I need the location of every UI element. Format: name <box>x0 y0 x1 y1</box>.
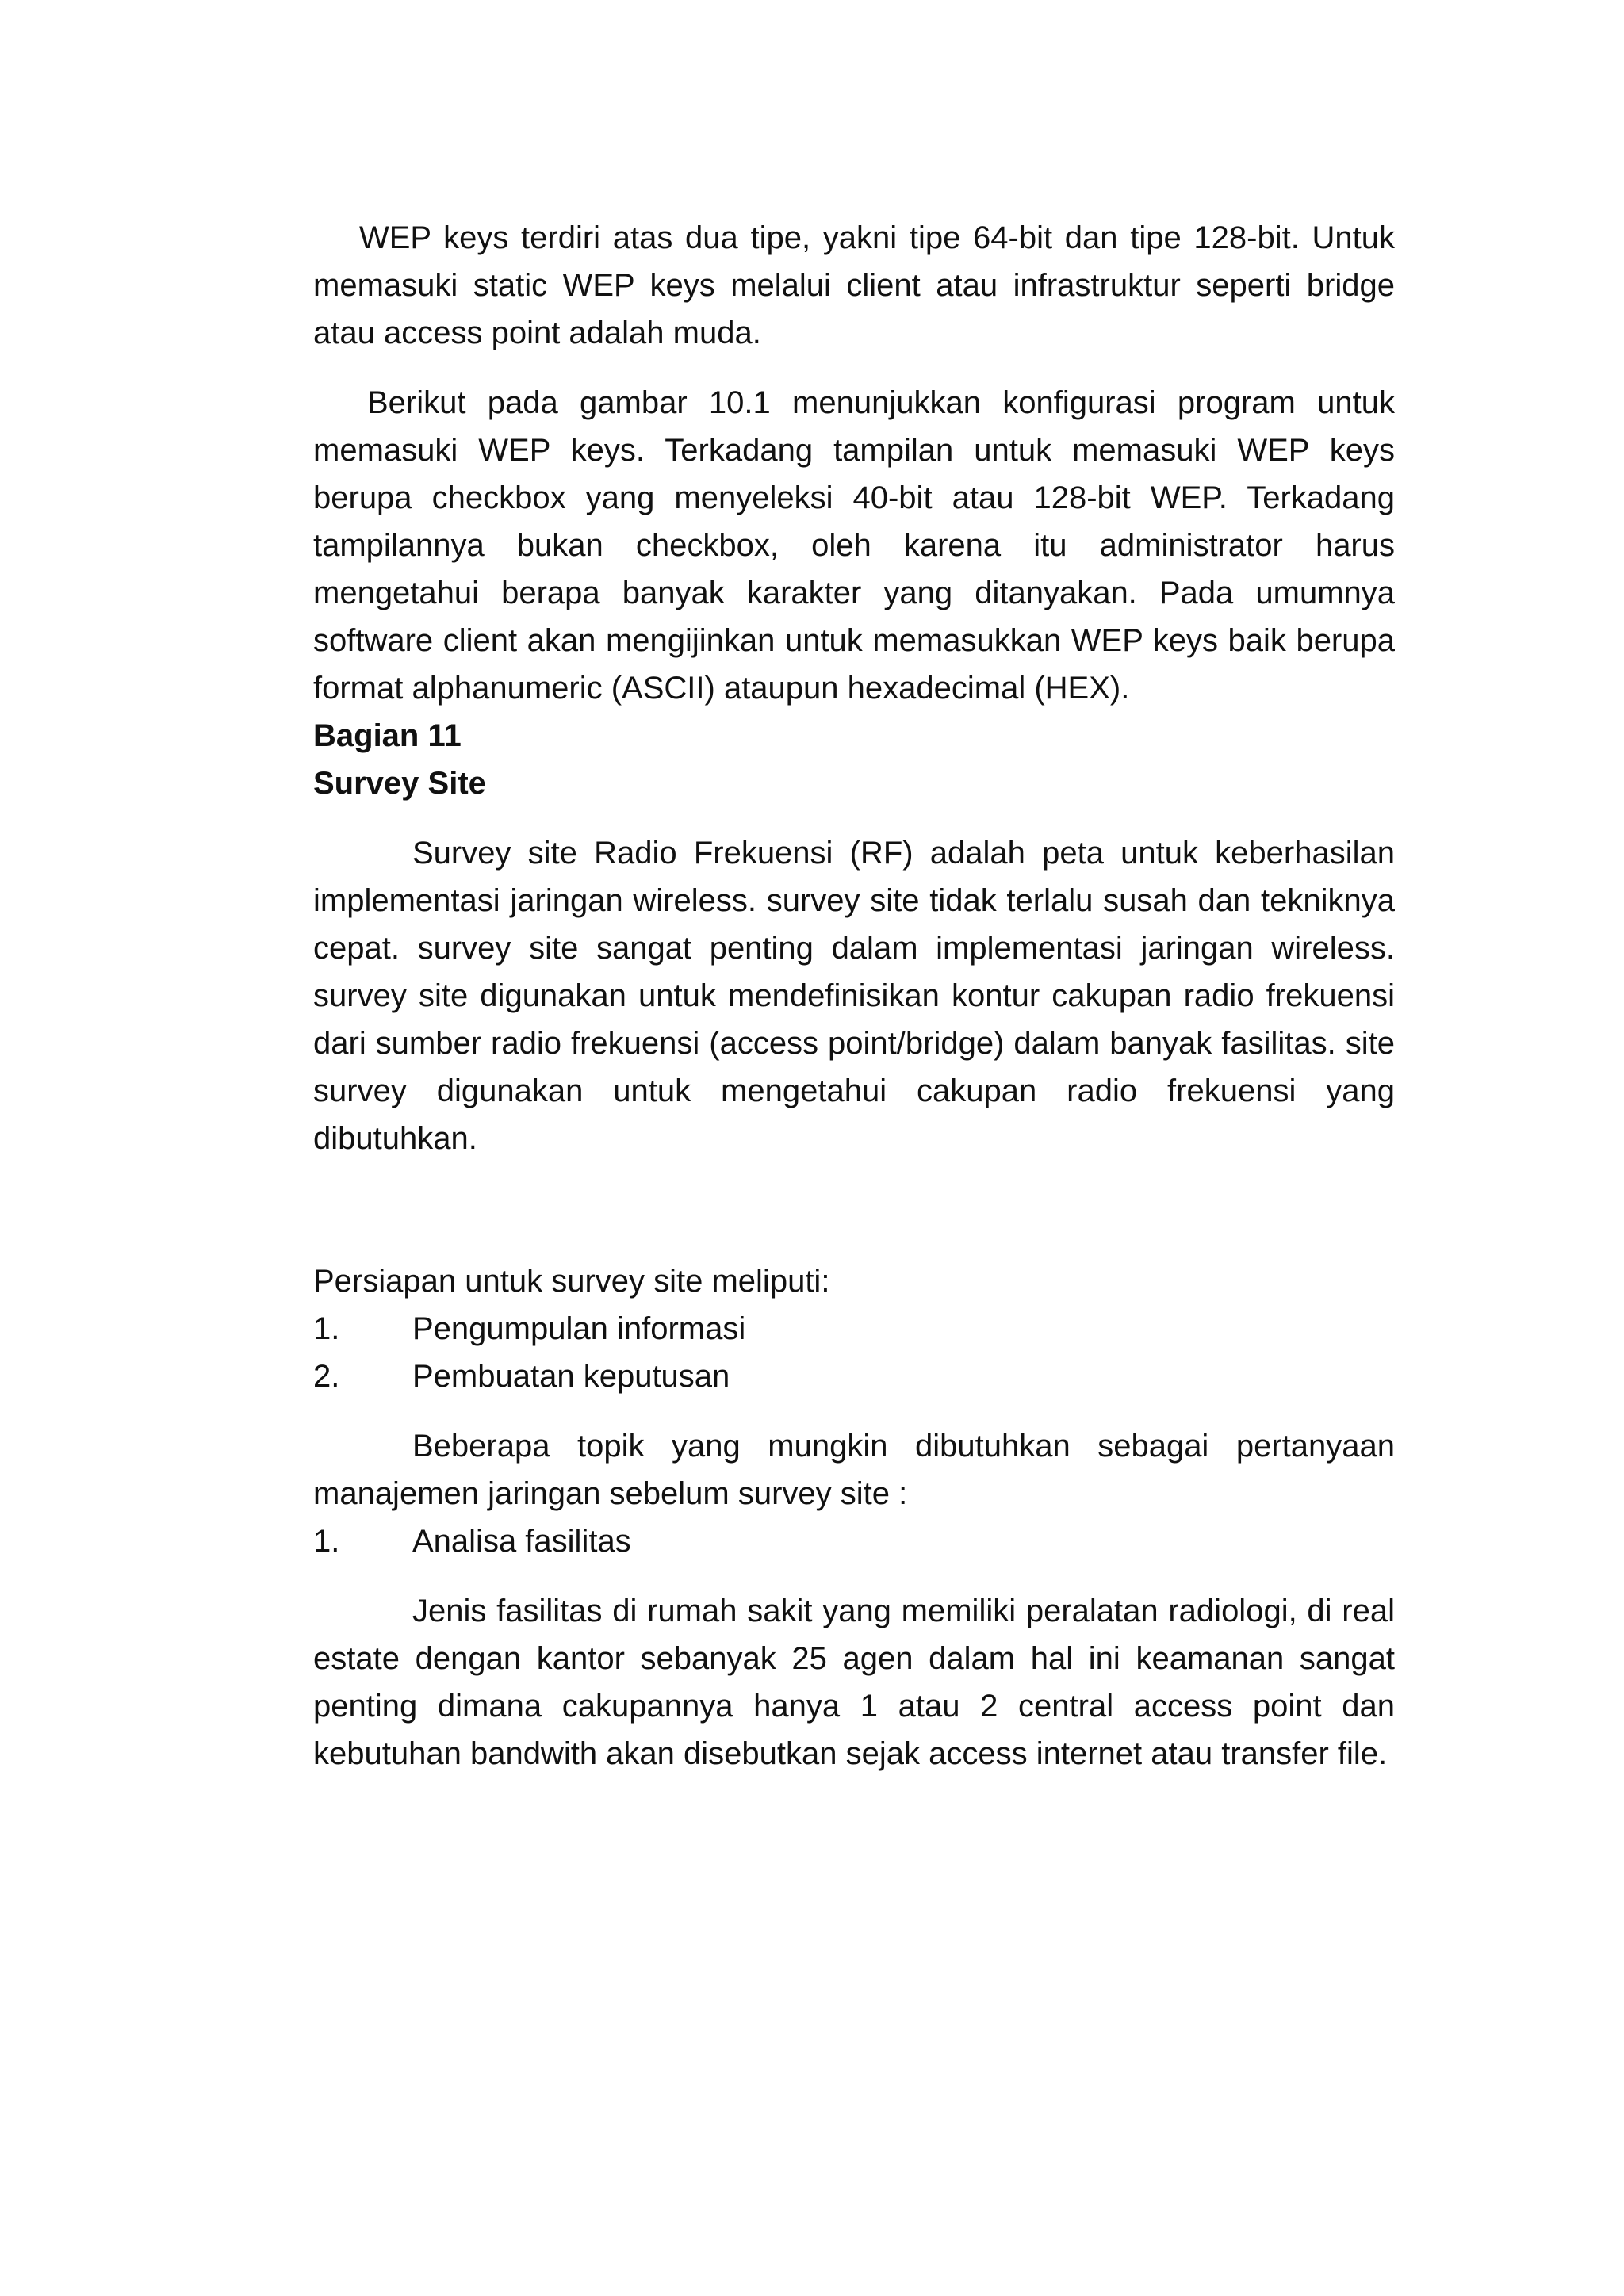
paragraph-wep-keys-config: Berikut pada gambar 10.1 menunjukkan konfigurasi program untuk memasuki WEP keys. Terkadang tampilan untuk memasuki WEP keys berupa checkbox yang menyeleksi 40-bit atau 128-bit WEP. Terkadang tampilannya bukan checkbox, oleh karena itu administrator harus mengetahui berapa banyak karakter yang ditanyakan. Pada umumnya software client akan mengijinkan untuk memasukkan WEP keys baik berupa format alphanumeric (ASCII) ataupun hexadecimal (HEX). <box>313 385 1395 706</box>
list-item-preparation-1 <box>313 1305 1395 1353</box>
section-heading: Bagian 11 <box>313 718 462 753</box>
list-item-topic-1 <box>313 1517 1395 1565</box>
list-item-text: Pengumpulan informasi <box>412 1311 746 1346</box>
list-number: 1. <box>313 1524 340 1559</box>
document-page <box>313 214 1395 1777</box>
paragraph-survey-site-intro: Survey site Radio Frekuensi (RF) adalah peta untuk keberhasilan implementasi jaringan wireless. survey site tidak terlalu susah dan tekniknya cepat. survey site sangat penting dalam implementasi jaringan wireless. survey site digunakan untuk mendefinisikan kontur cakupan radio frekuensi dari sumber radio frekuensi (access point/bridge) dalam banyak fasilitas. site survey digunakan untuk mengetahui cakupan radio frekuensi yang dibutuhkan. <box>313 836 1395 1156</box>
paragraph-preparation-intro: Persiapan untuk survey site meliputi: <box>313 1264 830 1299</box>
paragraph-facility-analysis: Jenis fasilitas di rumah sakit yang memiliki peralatan radiologi, di real estate dengan kantor sebanyak 25 agen dalam hal ini keamanan sangat penting dimana cakupannya hanya 1 atau 2 central access point dan kebutuhan bandwith akan disebutkan sejak access internet atau transfer file. <box>313 1594 1395 1771</box>
list-item-text: Analisa fasilitas <box>412 1524 631 1559</box>
paragraph-wep-keys-types: WEP keys terdiri atas dua tipe, yakni tipe 64-bit dan tipe 128-bit. Untuk memasuki static WEP keys melalui client atau infrastruktur seperti bridge atau access point adalah muda. <box>313 220 1395 350</box>
list-number: 2. <box>313 1359 340 1394</box>
list-number: 1. <box>313 1311 340 1346</box>
list-item-text: Pembuatan keputusan <box>412 1359 730 1394</box>
section-title: Survey Site <box>313 766 486 801</box>
list-item-preparation-2 <box>313 1353 1395 1400</box>
paragraph-topics-intro: Beberapa topik yang mungkin dibutuhkan sebagai pertanyaan manajemen jaringan sebelum survey site : <box>313 1429 1395 1511</box>
